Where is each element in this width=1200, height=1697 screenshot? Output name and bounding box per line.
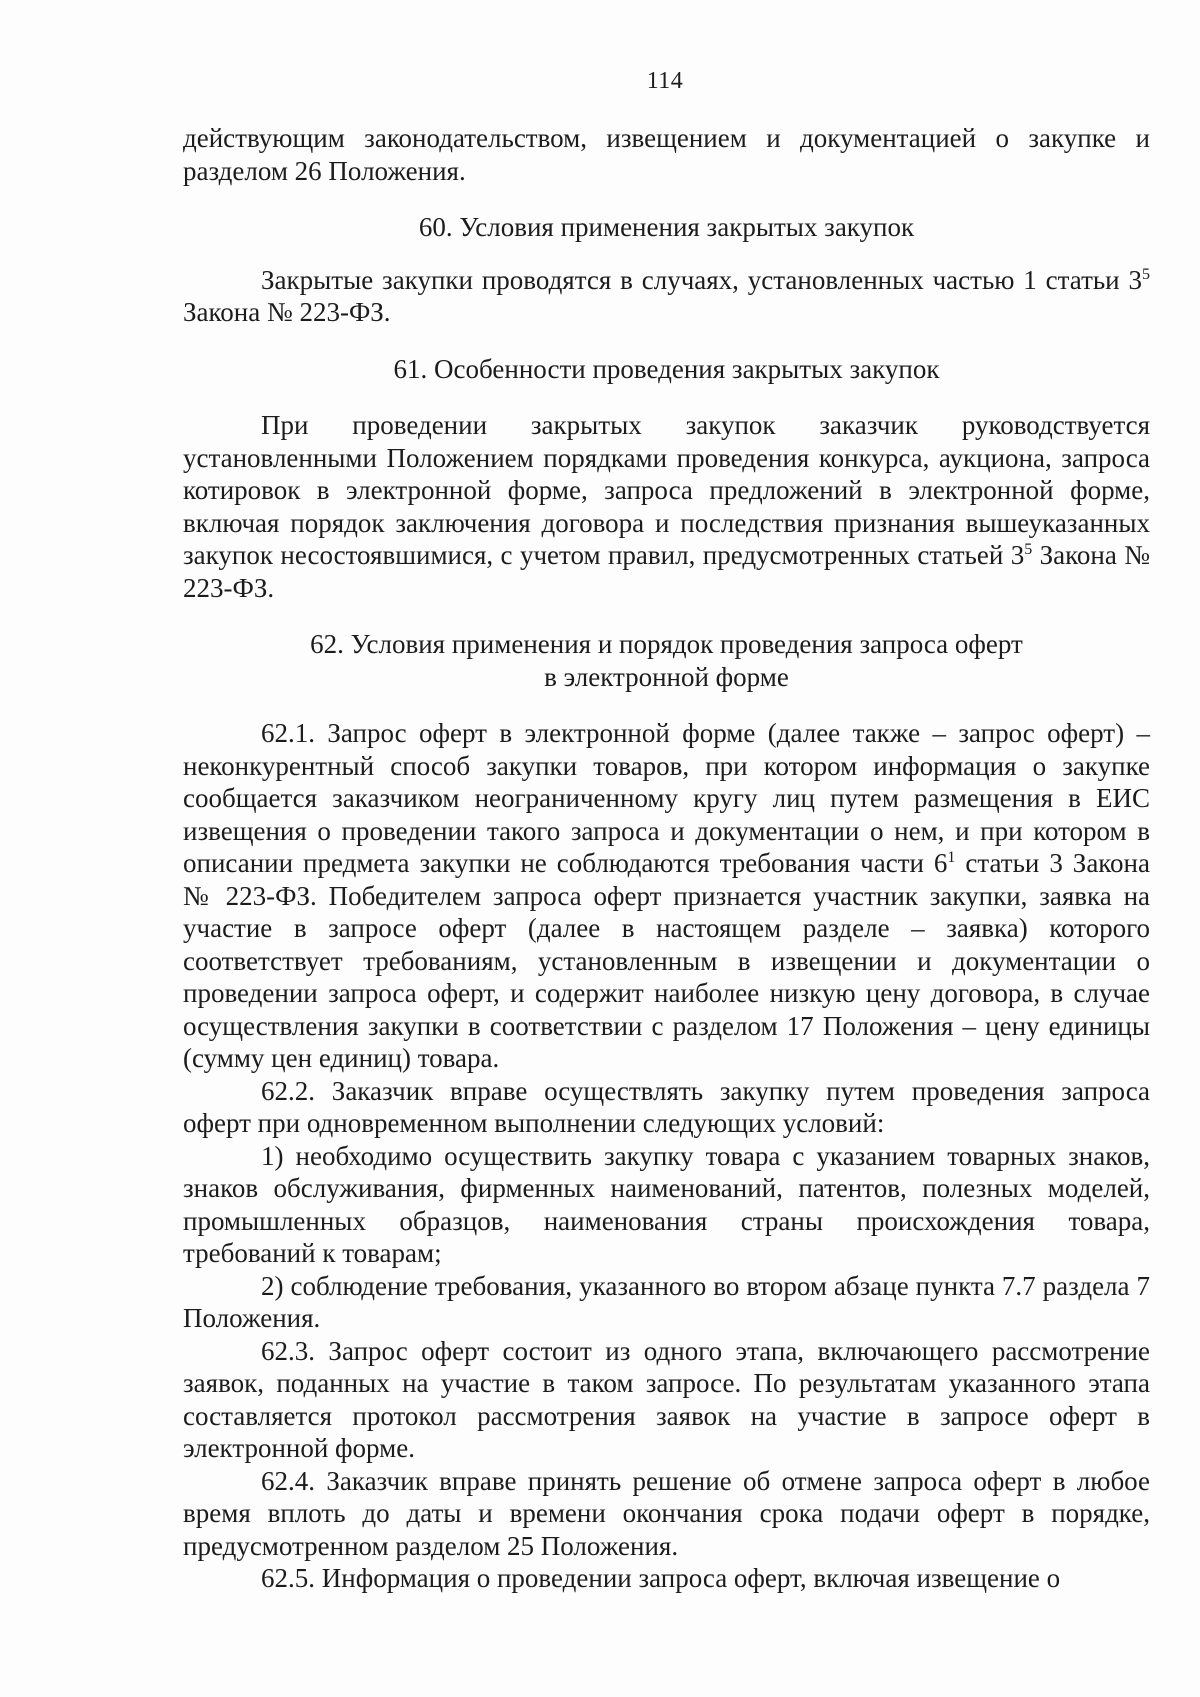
- text-part: статьи 3 Закона № 223-ФЗ. Победителем запроса оферт признается участник закупки, заявка на участие в запросе оферт (далее в настоящем разделе – заявка) которого соответствует требованиям, установленным в извещении и документации о проведении запроса оферт, и содержит наиболее низкую цену договора, в случае осуществления закупки в соответствии с разделом 17 Положения – цену единицы (сумму цен единиц) товара.: [183, 848, 1150, 1073]
- section-heading-61: 61. Особенности проведения закрытых закупок: [393, 353, 940, 384]
- paragraph-62-2-item-1: 1) необходимо осуществить закупку товара с указанием товарных знаков, знаков обслуживания, фирменных наименований, патентов, полезных моделей, промышленных образцов, наименования страны происхождения товара, требований к товарам;: [183, 1140, 1150, 1268]
- paragraph-62-4: 62.4. Заказчик вправе принять решение об отмене запроса оферт в любое время вплоть до даты и времени окончания срока подачи оферт в порядке, предусмотренном разделом 25 Положения.: [183, 1465, 1150, 1561]
- superscript: 1: [947, 849, 956, 866]
- paragraph-62-1: [183, 717, 1150, 1075]
- paragraph-62-3: 62.3. Запрос оферт состоит из одного этапа, включающего рассмотрение заявок, поданных на участие в таком запросе. По результатам указанного этапа составляется протокол рассмотрения заявок на участие в запросе оферт в электронной форме.: [183, 1335, 1150, 1463]
- text-part: 62.1. Запрос оферт в электронной форме (далее также – запрос оферт) – неконкурентный способ закупки товаров, при котором информация о закупке сообщается заказчиком неограниченному кругу лиц путем размещения в ЕИС извещения о проведении такого запроса и документации о нем, и при котором в описании предмета закупки не соблюдаются требования части 6: [183, 718, 1150, 878]
- text-part: Закрытые закупки проводятся в случаях, установленных частью 1 статьи 3: [261, 264, 1142, 295]
- text-part: Закона № 223-ФЗ.: [183, 540, 1150, 603]
- superscript: 5: [1024, 541, 1033, 558]
- page-number: 114: [646, 68, 684, 94]
- superscript: 5: [1142, 265, 1150, 283]
- paragraph-62-5: 62.5. Информация о проведении запроса оферт, включая извещение о: [261, 1563, 1061, 1593]
- section-heading-62-line2: в электронной форме: [544, 661, 789, 692]
- text-part: Закона № 223-ФЗ.: [183, 297, 391, 327]
- section-heading-62-line1: 62. Условия применения и порядок проведения запроса оферт: [310, 629, 1023, 659]
- text-part: При проведении закрытых закупок заказчик руководствуется установленными Положением порядками проведения конкурса, аукциона, запроса котировок в электронной форме, запроса предложений в электронной форме, включая порядок заключения договора и последствия признания вышеуказанных закупок несостоявшимися, с учетом правил, предусмотренных статьей 3: [183, 410, 1150, 570]
- paragraph-62-2: 62.2. Заказчик вправе осуществлять закупку путем проведения запроса оферт при одновременном выполнении следующих условий:: [183, 1075, 1150, 1138]
- document-body: [183, 122, 1150, 1595]
- paragraph-closed-procurement-features: [183, 409, 1150, 604]
- paragraph-closed-procurement-cases: [183, 264, 1150, 329]
- section-heading-60: 60. Условия применения закрытых закупок: [418, 212, 915, 242]
- paragraph-continuation: действующим законодательством, извещением и документацией о закупке и разделом 26 Положения.: [183, 123, 1150, 186]
- paragraph-62-2-item-2: 2) соблюдение требования, указанного во втором абзаце пункта 7.7 раздела 7 Положения.: [183, 1270, 1150, 1333]
